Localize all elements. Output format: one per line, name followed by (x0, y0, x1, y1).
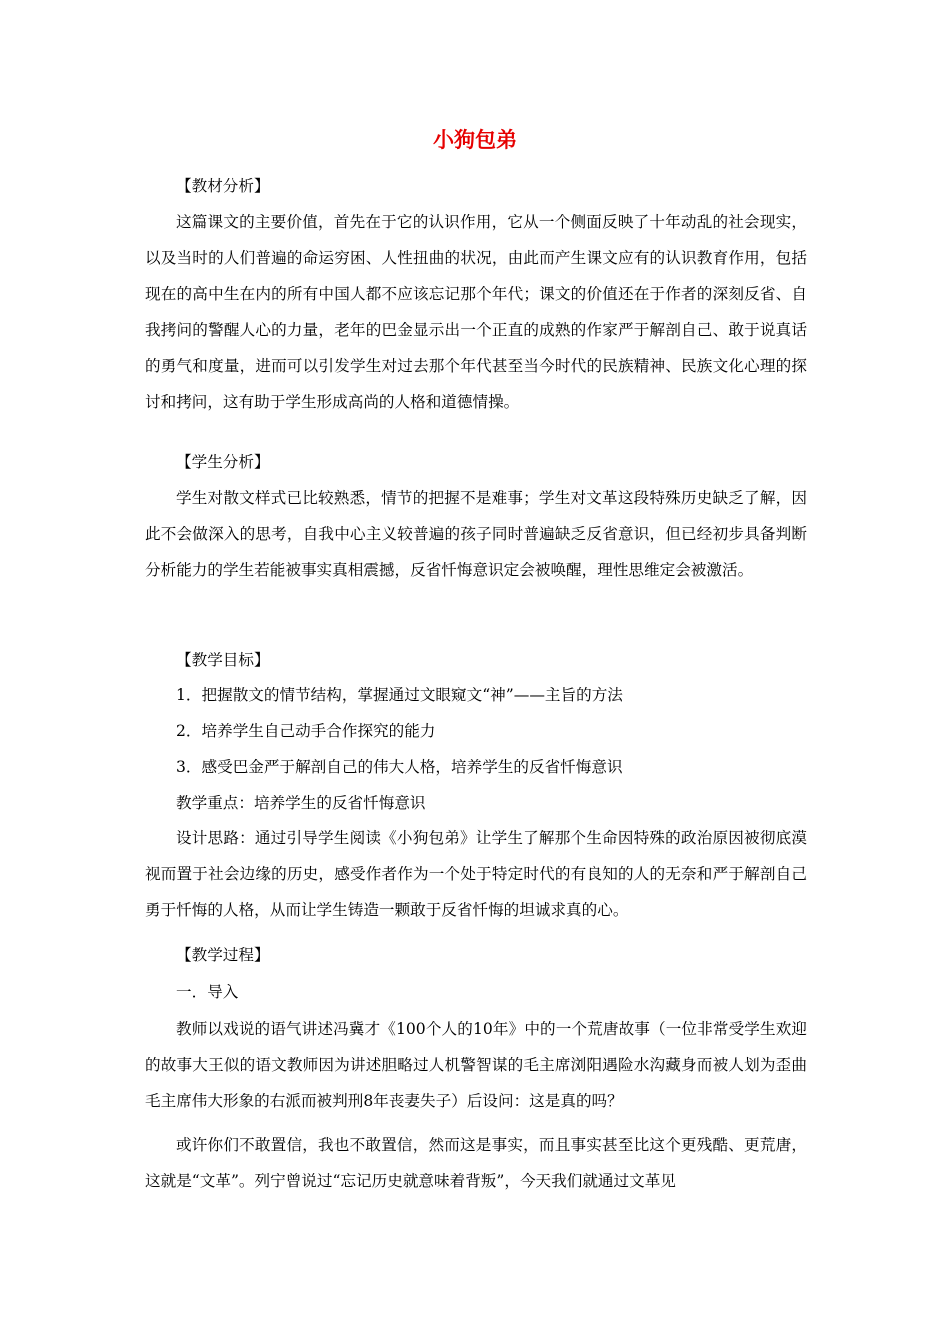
goal-item-1: 1．把握散文的情节结构，掌握通过文眼窥文“神”——主旨的方法 (176, 686, 623, 704)
page-title: 小狗包弟 (433, 128, 517, 152)
intro-paragraph-1: 教师以戏说的语气讲述冯冀才《100个人的10年》中的一个荒唐故事（一位非常受学生欢迎的故事大王似的语文教师因为讲述胆略过人机警智谋的毛主席浏阳遇险水沟藏身而被人划为歪曲毛主席伟大形象的右派而被判刑8年丧妻失子）后设问：这是真的吗？ (145, 1020, 807, 1110)
design-idea-paragraph: 设计思路：通过引导学生阅读《小狗包弟》让学生了解那个生命因特殊的政治原因被彻底漠视而置于社会边缘的历史，感受作者作为一个处于特定时代的有良知的人的无奈和严于解剖自己勇于忏悔的人格，从而让学生铸造一颗敢于反省忏悔的坦诚求真的心。 (145, 829, 807, 919)
teaching-focus: 教学重点：培养学生的反省忏悔意识 (176, 794, 426, 812)
goal-item-3: 3．感受巴金严于解剖自己的伟大人格，培养学生的反省忏悔意识 (176, 758, 623, 776)
material-analysis-heading: 【教材分析】 (176, 177, 270, 195)
student-analysis-heading: 【学生分析】 (176, 453, 270, 471)
intro-heading: 一．导入 (176, 983, 239, 1001)
material-analysis-paragraph: 这篇课文的主要价值，首先在于它的认识作用，它从一个侧面反映了十年动乱的社会现实，以及当时的人们普遍的命运穷困、人性扭曲的状况，由此而产生课文应有的认识教育作用，包括现在的高中生在内的所有中国人都不应该忘记那个年代；课文的价值还在于作者的深刻反省、自我拷问的警醒人心的力量，老年的巴金显示出一个正直的成熟的作家严于解剖自己、敢于说真话的勇气和度量，进而可以引发学生对过去那个年代甚至当今时代的民族精神、民族文化心理的探讨和拷问，这有助于学生形成高尚的人格和道德情操。 (145, 213, 807, 411)
intro-paragraph-2: 或许你们不敢置信，我也不敢置信，然而这是事实，而且事实甚至比这个更残酷、更荒唐，这就是“文革”。列宁曾说过“忘记历史就意味着背叛”，今天我们就通过文革见 (145, 1136, 807, 1190)
goal-item-2: 2．培养学生自己动手合作探究的能力 (176, 722, 436, 740)
student-analysis-paragraph: 学生对散文样式已比较熟悉，情节的把握不是难事；学生对文革这段特殊历史缺乏了解，因此不会做深入的思考，自我中心主义较普遍的孩子同时普遍缺乏反省意识，但已经初步具备判断分析能力的学生若能被事实真相震撼，反省忏悔意识定会被唤醒，理性思维定会被激活。 (145, 489, 807, 579)
teaching-goals-heading: 【教学目标】 (176, 651, 270, 669)
teaching-process-heading: 【教学过程】 (176, 946, 270, 964)
